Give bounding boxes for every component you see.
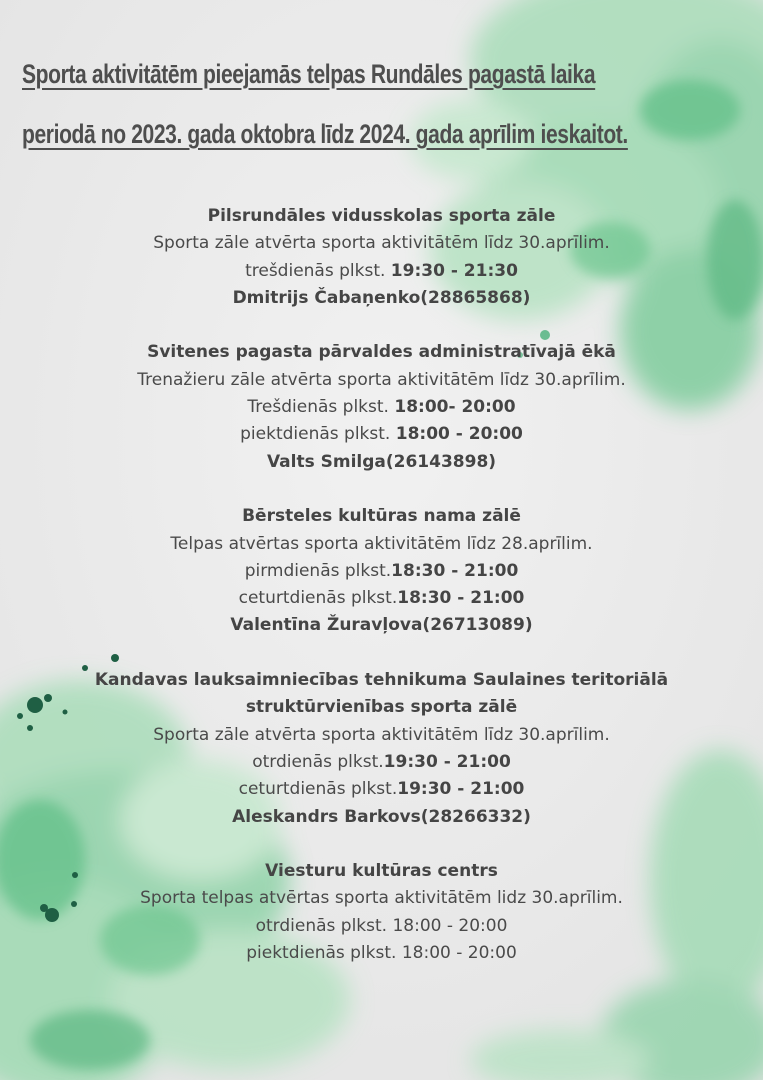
schedule-day: ceturtdienās plkst. [238, 588, 398, 609]
schedule-day: ceturtdienās plkst. [238, 779, 398, 800]
venue-description: Sporta zāle atvērta sporta aktivitātēm līdz 30.aprīlim. [153, 724, 610, 745]
venue-heading-continued: struktūrvienības sporta zālē [245, 697, 518, 718]
venue-section [0, 339, 763, 475]
venue-description: Sporta zāle atvērta sporta aktivitātēm līdz 30.aprīlim. [153, 233, 610, 254]
schedule-day: piektdienās plkst. [240, 424, 396, 445]
schedule-day: trešdienās plkst. [245, 260, 391, 281]
venue-contact: Aleskandrs Barkovs(28266332) [232, 806, 531, 827]
venue-heading: Kandavas lauksaimniecības tehnikuma Saulaines teritoriālā [94, 670, 669, 691]
venue-contact: Valentīna Žuravļova(26713089) [230, 615, 533, 636]
venue-section [0, 858, 763, 967]
venue-description: Telpas atvērtas sporta aktivitātēm līdz 28.aprīlim. [170, 533, 593, 554]
venue-heading: Bērsteles kultūras nama zālē [242, 506, 521, 527]
schedule-time: 19:30 - 21:00 [397, 779, 525, 800]
schedule-day: otrdienās plkst. [252, 751, 384, 772]
schedule-time: 18:30 - 21:00 [397, 588, 525, 609]
venue-description: Trenažieru zāle atvērta sporta aktivitātēm līdz 30.aprīlim. [137, 369, 626, 390]
venue-section [0, 503, 763, 639]
venue-section [0, 667, 763, 831]
schedule-line [0, 258, 763, 285]
venue-section [0, 203, 763, 312]
venue-contact: Valts Smilga(26143898) [266, 451, 497, 472]
schedule-line [0, 776, 763, 803]
page-title [22, 44, 747, 164]
venue-heading: Svitenes pagasta pārvaldes administratīvajā ēkā [147, 342, 616, 363]
schedule-time: 19:30 - 21:30 [390, 260, 518, 281]
schedule-line [0, 749, 763, 776]
venue-contact: Dmitrijs Čabaņenko(28865868) [232, 287, 531, 308]
schedule-day: pirmdienās plkst. [244, 560, 392, 581]
venue-description: Sporta telpas atvērtas sporta aktivitātēm lidz 30.aprīlim. [140, 888, 623, 909]
schedule-line [0, 585, 763, 612]
schedule-line [0, 421, 763, 448]
schedule-line [0, 394, 763, 421]
schedule-day: Trešdienās plkst. [247, 397, 395, 418]
schedule-time: 18:30 - 21:00 [391, 560, 519, 581]
schedule-line [0, 558, 763, 585]
venue-heading: Viesturu kultūras centrs [265, 861, 498, 882]
schedule-line: piektdienās plkst. 18:00 - 20:00 [246, 943, 517, 964]
schedule-time: 19:30 - 21:00 [383, 751, 511, 772]
venue-list [0, 203, 763, 995]
schedule-line: otrdienās plkst. 18:00 - 20:00 [255, 915, 508, 936]
schedule-time: 18:00- 20:00 [394, 397, 516, 418]
title-line-1: Sporta aktivitātēm pieejamās telpas Rundāles pagastā laika [22, 59, 596, 89]
schedule-time: 18:00 - 20:00 [395, 424, 523, 445]
venue-heading: Pilsrundāles vidusskolas sporta zāle [207, 206, 556, 226]
title-line-2: periodā no 2023. gada oktobra līdz 2024. gada aprīlim ieskaitot. [22, 119, 628, 149]
